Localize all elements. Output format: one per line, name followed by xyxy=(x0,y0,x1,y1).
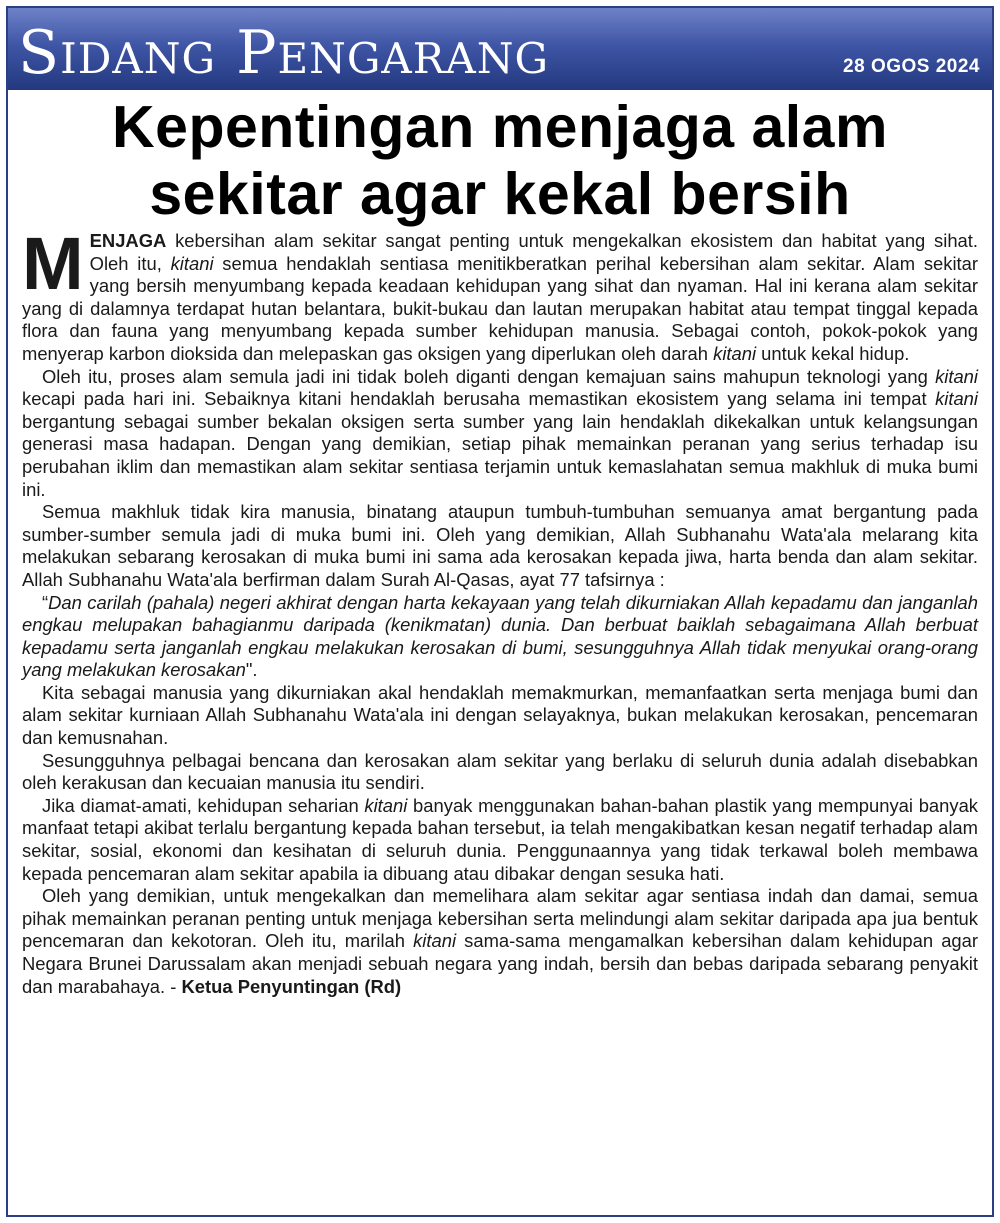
paragraph-7-text-b: banyak menggunakan bahan-bahan plastik yang mempunyai banyak manfaat tetapi akibat terlalu bergantung kepada bahan tersebut, ia telah mengakibatkan kesan negatif terhadap alam sekitar, sosial, ekonomi dan kesihatan di seluruh dunia. Penggunaannya yang tidak terkawal boleh membawa kepada pencemaran alam sekitar apabila ia dibuang atau dibakar dengan sesuka hati. xyxy=(22,794,978,884)
paragraph-2 xyxy=(22,366,978,502)
drop-cap: M xyxy=(22,222,84,305)
quote-close-mark: ". xyxy=(245,659,258,681)
article-body xyxy=(22,222,978,998)
paragraph-2-kitani-b: kitani xyxy=(935,388,978,410)
quote-text: Dan carilah (pahala) negeri akhirat dengan harta kekayaan yang telah dikurniakan Allah kepadamu dan janganlah engkau melupakan bahagianmu daripada (kenikmatan) dunia. Dan berbuat baiklah sebagaimana Allah berbuat kepadamu serta janganlah engkau melakukan kerosakan di bumi, sesungguhnya Allah tidak menyukai orang-orang yang melakukan kerosakan xyxy=(22,591,978,681)
paragraph-7-text-a: Jika diamat-amati, kehidupan seharian xyxy=(42,794,365,816)
paragraph-2-text-a: Oleh itu, proses alam semula jadi ini tidak boleh diganti dengan kemajuan sains mahupun teknologi yang xyxy=(42,365,936,387)
masthead-title: Sidang Pengarang xyxy=(18,18,549,88)
paragraph-1 xyxy=(22,222,978,366)
paragraph-2-text-b: kecapi pada hari ini. Sebaiknya kitani hendaklah berusaha memastikan ekosistem yang selama ini tempat xyxy=(22,388,936,410)
paragraph-7-kitani: kitani xyxy=(364,794,408,816)
paragraph-1-kitani-b: kitani xyxy=(713,342,757,364)
masthead-banner xyxy=(8,8,992,90)
quranic-quote xyxy=(22,592,978,682)
paragraph-2-text-c: bergantung sebagai sumber bekalan oksigen serta sumber yang lain hendaklah dikekalkan untuk kelangsungan generasi masa hadapan. Dengan yang demikian, setiap pihak memainkan peranan yang serius terhadap isu perubahan iklim dan memastikan alam sekitar sentiasa terjamin untuk kemaslahatan semua makhluk di muka bumi ini. xyxy=(22,410,978,500)
paragraph-8 xyxy=(22,885,978,998)
paragraph-3: Semua makhluk tidak kira manusia, binatang ataupun tumbuh-tumbuhan semuanya amat bergantung pada sumber-sumber semula jadi di muka bumi ini. Oleh yang demikian, Allah Subhanahu Wata'ala melarang kita melakukan sebarang kerosakan di muka bumi ini sama ada kerosakan kepada jiwa, harta benda dan alam sekitar. Allah Subhanahu Wata'ala berfirman dalam Surah Al-Qasas, ayat 77 tafsirnya : xyxy=(22,501,978,590)
paragraph-2-kitani-a: kitani xyxy=(935,365,978,387)
paragraph-1-kitani-a: kitani xyxy=(170,252,214,274)
paragraph-8-text-b: sama-sama mengamalkan kebersihan dalam kehidupan agar Negara Brunei Darussalam akan menjadi sebuah negara yang indah, bersih dan bebas daripada sebarang penyakit dan marabahaya. - xyxy=(22,930,978,997)
editorial-page xyxy=(6,6,994,1217)
paragraph-8-kitani: kitani xyxy=(413,930,457,952)
paragraph-6: Sesungguhnya pelbagai bencana dan kerosakan alam sekitar yang berlaku di seluruh dunia adalah disebabkan oleh kerakusan dan kecuaian manusia itu sendiri. xyxy=(22,749,978,794)
paragraph-1-text-a: kebersihan alam sekitar sangat penting untuk mengekalkan ekosistem dan habitat yang sihat. Oleh itu, xyxy=(89,230,978,274)
paragraph-5: Kita sebagai manusia yang dikurniakan akal hendaklah memakmurkan, memanfaatkan serta menjaga bumi dan alam sekitar kurniaan Allah Subhanahu Wata'ala ini dengan selayaknya, bukan melakukan kerosakan, pencemaran dan kemusnahan. xyxy=(22,681,978,749)
paragraph-8-text-a: Oleh yang demikian, untuk mengekalkan dan memelihara alam sekitar agar sentiasa indah dan damai, semua pihak memainkan peranan penting untuk menjaga kebersihan serta melindungi alam sekitar daripada apa jua bentuk pencemaran dan kekotoran. Oleh itu, marilah xyxy=(22,885,978,952)
paragraph-7 xyxy=(22,795,978,885)
lead-word: ENJAGA xyxy=(89,230,167,251)
paragraph-1-text-b: semua hendaklah sentiasa menitikberatkan perihal kebersihan alam sekitar. Alam sekitar yang bersih menyumbang kepada keadaan kehidupan yang sihat dan nyaman. Hal ini kerana alam sekitar yang di dalamnya terdapat hutan belantara, bukit-bukau dan lautan merupakan habitat atau tempat tinggal kepada flora dan fauna yang menyumbang kepada sumber kehidupan manusia. Sebagai contoh, pokok-pokok yang menyerap karbon dioksida dan melepaskan gas oksigen yang diperlukan oleh darah xyxy=(22,252,978,364)
quote-open-mark: “ xyxy=(42,591,49,613)
article-headline: Kepentingan menjaga alam sekitar agar kekal bersih xyxy=(112,94,888,227)
paragraph-1-text-c: untuk kekal hidup. xyxy=(756,342,910,364)
author-signature: Ketua Penyuntingan (Rd) xyxy=(181,975,402,997)
publication-date: 28 OGOS 2024 xyxy=(843,56,980,77)
